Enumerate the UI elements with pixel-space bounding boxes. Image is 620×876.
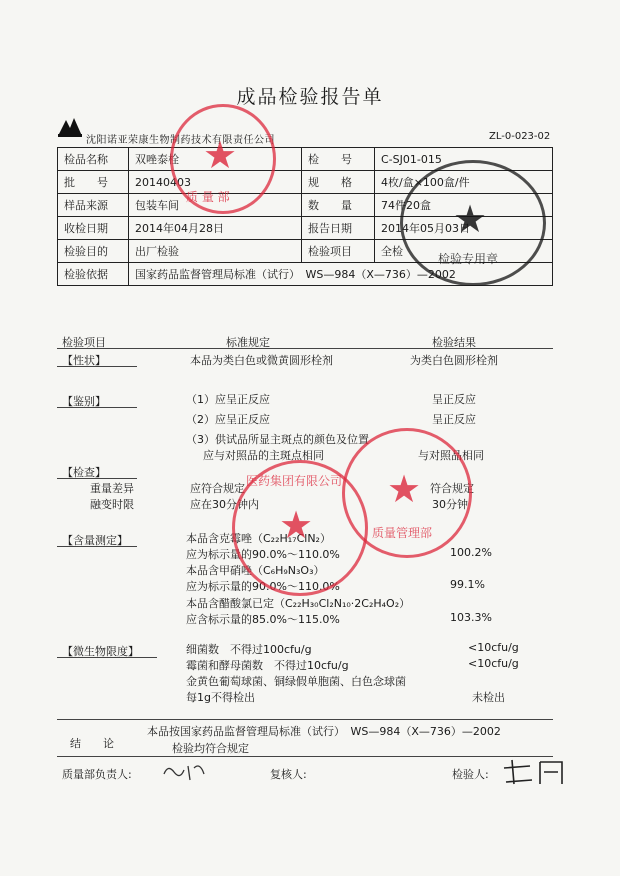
company-name: 沈阳诺亚荣康生物制药技术有限责任公司 <box>86 135 275 146</box>
conclusion-line-2: 检验均符合规定 <box>172 742 249 755</box>
divider <box>57 348 553 349</box>
document-number: ZL-0-023-02 <box>489 131 551 142</box>
divider <box>57 478 137 479</box>
batch-label: 批 号 <box>58 171 129 194</box>
ident-std-2: （2）应呈正反应 <box>186 413 270 426</box>
batch-value: 20140403 <box>129 171 302 194</box>
stamp-text: 质 量 部 <box>186 190 230 204</box>
assay-line-3: 本品含甲硝唑（C₆H₉N₃O₃） <box>186 564 325 577</box>
report-title: 成品检验报告单 <box>236 86 384 108</box>
purpose-value: 出厂检验 <box>129 240 302 263</box>
basis-value: 国家药品监督管理局标准（试行） WS—984（X—736）—2002 <box>129 263 553 286</box>
source-label: 样品来源 <box>58 194 129 217</box>
assay-line-4: 应为标示量的90.0%～110.0% <box>186 580 340 593</box>
micro-line-3: 金黄色葡萄球菌、铜绿假单胞菌、白色念球菌 <box>186 675 406 688</box>
receive-date-label: 收检日期 <box>58 217 129 240</box>
reviewer-label: 复核人: <box>270 768 307 781</box>
star-icon: ★ <box>278 503 314 547</box>
conclusion-line-1: 本品按国家药品监督管理局标准（试行） WS—984（X—736）—2002 <box>147 725 501 738</box>
basis-label: 检验依据 <box>58 263 129 286</box>
melting-time-result: 30分钟 <box>432 498 468 511</box>
stamp-text: 医药集团有限公司 <box>246 474 343 488</box>
ident-label: 【鉴别】 <box>62 395 106 408</box>
spec-label: 规 格 <box>302 171 375 194</box>
report-date-label: 报告日期 <box>302 217 375 240</box>
micro-result-3: 未检出 <box>472 691 505 704</box>
weight-variation-standard: 应符合规定 <box>190 482 245 495</box>
assay-label: 【含量测定】 <box>62 534 128 547</box>
weight-variation-result: 符合规定 <box>430 482 474 495</box>
micro-line-1: 细菌数 不得过100cfu/g <box>186 643 312 656</box>
inspector-label: 检验人: <box>452 768 489 781</box>
traits-label: 【性状】 <box>62 354 106 367</box>
melting-time-standard: 应在30分钟内 <box>190 498 259 511</box>
qa-signature <box>160 760 208 784</box>
conclusion-label: 结 论 <box>70 737 114 750</box>
assay-line-1: 本品含克霉唑（C₂₂H₁₇ClN₂） <box>186 532 331 545</box>
micro-line-4: 每1g不得检出 <box>186 691 255 704</box>
micro-line-2: 霉菌和酵母菌数 不得过10cfu/g <box>186 659 349 672</box>
assay-line-6: 应含标示量的85.0%～115.0% <box>186 613 340 626</box>
inspector-signature <box>500 756 572 788</box>
assay-line-2: 应为标示量的90.0%～110.0% <box>186 548 340 561</box>
qty-label: 数 量 <box>302 194 375 217</box>
divider <box>57 719 553 720</box>
assay-line-5: 本品含醋酸氯已定（C₂₂H₃₀Cl₂N₁₀·2C₂H₄O₂） <box>186 597 411 610</box>
melting-time-label: 融变时限 <box>90 498 134 511</box>
product-value: 双唑泰栓 <box>129 148 302 171</box>
spec-value: 4枚/盒×100盒/件 <box>375 171 553 194</box>
items-value: 全检 <box>375 240 553 263</box>
traits-result: 为类白色圆形栓剂 <box>410 354 498 367</box>
product-label: 检品名称 <box>58 148 129 171</box>
receive-date-value: 2014年04月28日 <box>129 217 302 240</box>
micro-label: 【微生物限度】 <box>62 645 139 658</box>
assay-result-2: 99.1% <box>450 578 485 591</box>
divider <box>57 657 157 658</box>
star-icon: ★ <box>202 133 238 177</box>
source-value: 包装车间 <box>129 194 302 217</box>
col-item-header: 检验项目 <box>62 336 106 349</box>
col-std-header: 标准规定 <box>226 336 270 349</box>
divider <box>57 407 137 408</box>
qa-manager-label: 质量部负责人: <box>62 768 132 781</box>
ident-std-3: （3）供试品所显主斑点的颜色及位置 <box>186 433 369 446</box>
company-logo-icon <box>57 114 83 138</box>
exam-label: 【检查】 <box>62 466 106 479</box>
divider <box>57 546 137 547</box>
col-result-header: 检验结果 <box>432 336 476 349</box>
ident-std-4: 应与对照品的主斑点相同 <box>203 449 324 462</box>
qty-value: 74件20盒 <box>375 194 553 217</box>
purpose-label: 检验目的 <box>58 240 129 263</box>
assay-result-1: 100.2% <box>450 546 492 559</box>
report-date-value: 2014年05月03日 <box>375 217 553 240</box>
test-no-value: C-SJ01-015 <box>375 148 553 171</box>
micro-result-2: <10cfu/g <box>468 657 519 670</box>
micro-result-1: <10cfu/g <box>468 641 519 654</box>
divider <box>57 366 137 367</box>
star-icon: ★ <box>386 467 422 511</box>
stamp-text: 检验专用章 <box>438 252 499 266</box>
assay-result-3: 103.3% <box>450 611 492 624</box>
ident-result-2: 呈正反应 <box>432 413 476 426</box>
test-no-label: 检 号 <box>302 148 375 171</box>
ident-result-1: 呈正反应 <box>432 393 476 406</box>
traits-standard: 本品为类白色或微黄圆形栓剂 <box>190 354 333 367</box>
weight-variation-label: 重量差异 <box>90 482 134 495</box>
star-icon: ★ <box>452 197 488 241</box>
ident-result-3: 与对照品相同 <box>418 449 484 462</box>
stamp-text: 质量管理部 <box>372 526 433 540</box>
divider <box>57 756 553 757</box>
ident-std-1: （1）应呈正反应 <box>186 393 270 406</box>
items-label: 检验项目 <box>302 240 375 263</box>
